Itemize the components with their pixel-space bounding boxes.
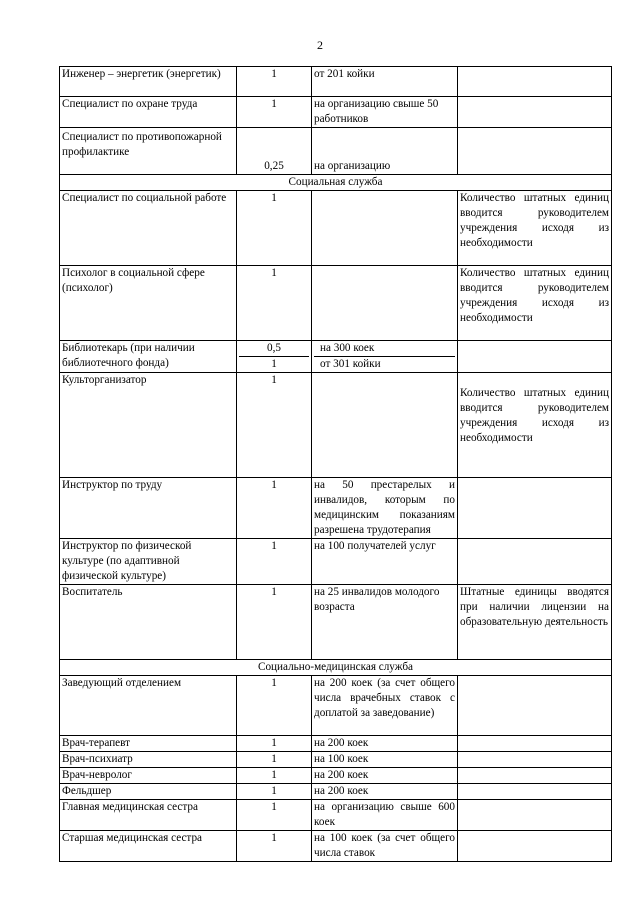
quantity-cell: 1: [237, 373, 312, 478]
position-cell: Психолог в социальной сфере (психолог): [60, 266, 237, 341]
norm-cell: на организацию: [312, 128, 458, 175]
note-cell: [458, 800, 612, 831]
norm-cell: [312, 266, 458, 341]
position-cell: Инструктор по физической культуре (по адаптивной физической культуре): [60, 539, 237, 585]
quantity-cell: 1: [237, 478, 312, 539]
table-row: [60, 736, 612, 752]
norm-cell: от 201 койки: [312, 67, 458, 97]
norm-cell: [312, 373, 458, 478]
table-row: [60, 191, 612, 266]
note-cell: [458, 67, 612, 97]
section-title: Социально-медицинская служба: [60, 660, 612, 676]
norm-cell: от 301 койки: [320, 358, 381, 370]
norm-cell: на 200 коек: [312, 784, 458, 800]
position-cell: Врач-психиатр: [60, 752, 237, 768]
table-row: [60, 676, 612, 736]
position-cell: Инженер – энергетик (энергетик): [60, 67, 237, 97]
position-cell: Врач-невролог: [60, 768, 237, 784]
norm-split-cell: [312, 341, 458, 373]
table-row: [60, 585, 612, 660]
table-row: [60, 67, 612, 97]
table-row: [60, 266, 612, 341]
position-cell: Специалист по противопожарной профилактике: [60, 128, 237, 175]
quantity-split-cell: [237, 341, 312, 373]
table-row: [60, 784, 612, 800]
table-row: [60, 478, 612, 539]
note-cell: Количество штатных единиц вводится руководителем учреждения исходя из необходимости: [458, 266, 612, 341]
position-cell: Врач-терапевт: [60, 736, 237, 752]
norm-cell: на организацию свыше 50 работников: [312, 97, 458, 128]
table-row: [60, 768, 612, 784]
page-number: 2: [317, 38, 323, 52]
quantity-cell: 1: [237, 768, 312, 784]
quantity-cell: 1: [237, 784, 312, 800]
position-cell: Культорганизатор: [60, 373, 237, 478]
table-row: [60, 97, 612, 128]
staffing-table: [59, 66, 612, 862]
table-row: [60, 128, 612, 175]
note-cell: Количество штатных единиц вводится руководителем учреждения исходя из необходимости: [458, 373, 612, 478]
quantity-cell: 1: [237, 585, 312, 660]
note-cell: [458, 97, 612, 128]
position-cell: Библиотекарь (при наличии библиотечного фонда): [60, 341, 237, 373]
norm-cell: на 200 коек (за счет общего числа врачебных ставок с доплатой за заведование): [312, 676, 458, 736]
table-row: [60, 373, 612, 478]
quantity-cell: 1: [237, 266, 312, 341]
norm-cell: на 100 коек (за счет общего числа ставок: [312, 831, 458, 862]
note-cell: [458, 478, 612, 539]
note-cell: [458, 784, 612, 800]
quantity-cell: 1: [271, 358, 277, 370]
quantity-cell: 1: [237, 676, 312, 736]
norm-cell: на 200 коек: [312, 768, 458, 784]
table-row: [60, 341, 612, 373]
quantity-cell: 0,5: [239, 341, 309, 357]
norm-cell: [312, 191, 458, 266]
norm-cell: на 200 коек: [312, 736, 458, 752]
quantity-cell: 1: [237, 97, 312, 128]
table-row: [60, 831, 612, 862]
note-cell: Количество штатных единиц вводится руководителем учреждения исходя из необходимости: [458, 191, 612, 266]
position-cell: Старшая медицинская сестра: [60, 831, 237, 862]
note-cell: [458, 736, 612, 752]
position-cell: Специалист по социальной работе: [60, 191, 237, 266]
table-row: [60, 752, 612, 768]
norm-cell: на 50 престарелых и инвалидов, которым по медицинским показаниям разрешена трудотерапия: [312, 478, 458, 539]
norm-cell: на 300 коек: [314, 341, 455, 357]
quantity-cell: 1: [237, 800, 312, 831]
position-cell: Специалист по охране труда: [60, 97, 237, 128]
note-cell: [458, 768, 612, 784]
table-row: [60, 539, 612, 585]
note-cell: [458, 539, 612, 585]
quantity-cell: 1: [237, 191, 312, 266]
section-header-row: [60, 175, 612, 191]
norm-cell: на организацию свыше 600 коек: [312, 800, 458, 831]
quantity-cell: 1: [237, 831, 312, 862]
position-cell: Инструктор по труду: [60, 478, 237, 539]
note-cell: [458, 831, 612, 862]
position-cell: Фельдшер: [60, 784, 237, 800]
table-row: [60, 800, 612, 831]
position-cell: Заведующий отделением: [60, 676, 237, 736]
note-cell: [458, 128, 612, 175]
note-cell: [458, 676, 612, 736]
note-cell: [458, 752, 612, 768]
position-cell: Воспитатель: [60, 585, 237, 660]
position-cell: Главная медицинская сестра: [60, 800, 237, 831]
quantity-cell: 1: [237, 752, 312, 768]
quantity-cell: 1: [237, 67, 312, 97]
section-header-row: [60, 660, 612, 676]
note-cell: Штатные единицы вводятся при наличии лицензии на образовательную деятельность: [458, 585, 612, 660]
section-title: Социальная служба: [60, 175, 612, 191]
quantity-cell: 0,25: [237, 128, 312, 175]
note-cell: [458, 341, 612, 373]
quantity-cell: 1: [237, 539, 312, 585]
norm-cell: на 25 инвалидов молодого возраста: [312, 585, 458, 660]
norm-cell: на 100 получателей услуг: [312, 539, 458, 585]
norm-cell: на 100 коек: [312, 752, 458, 768]
quantity-cell: 1: [237, 736, 312, 752]
